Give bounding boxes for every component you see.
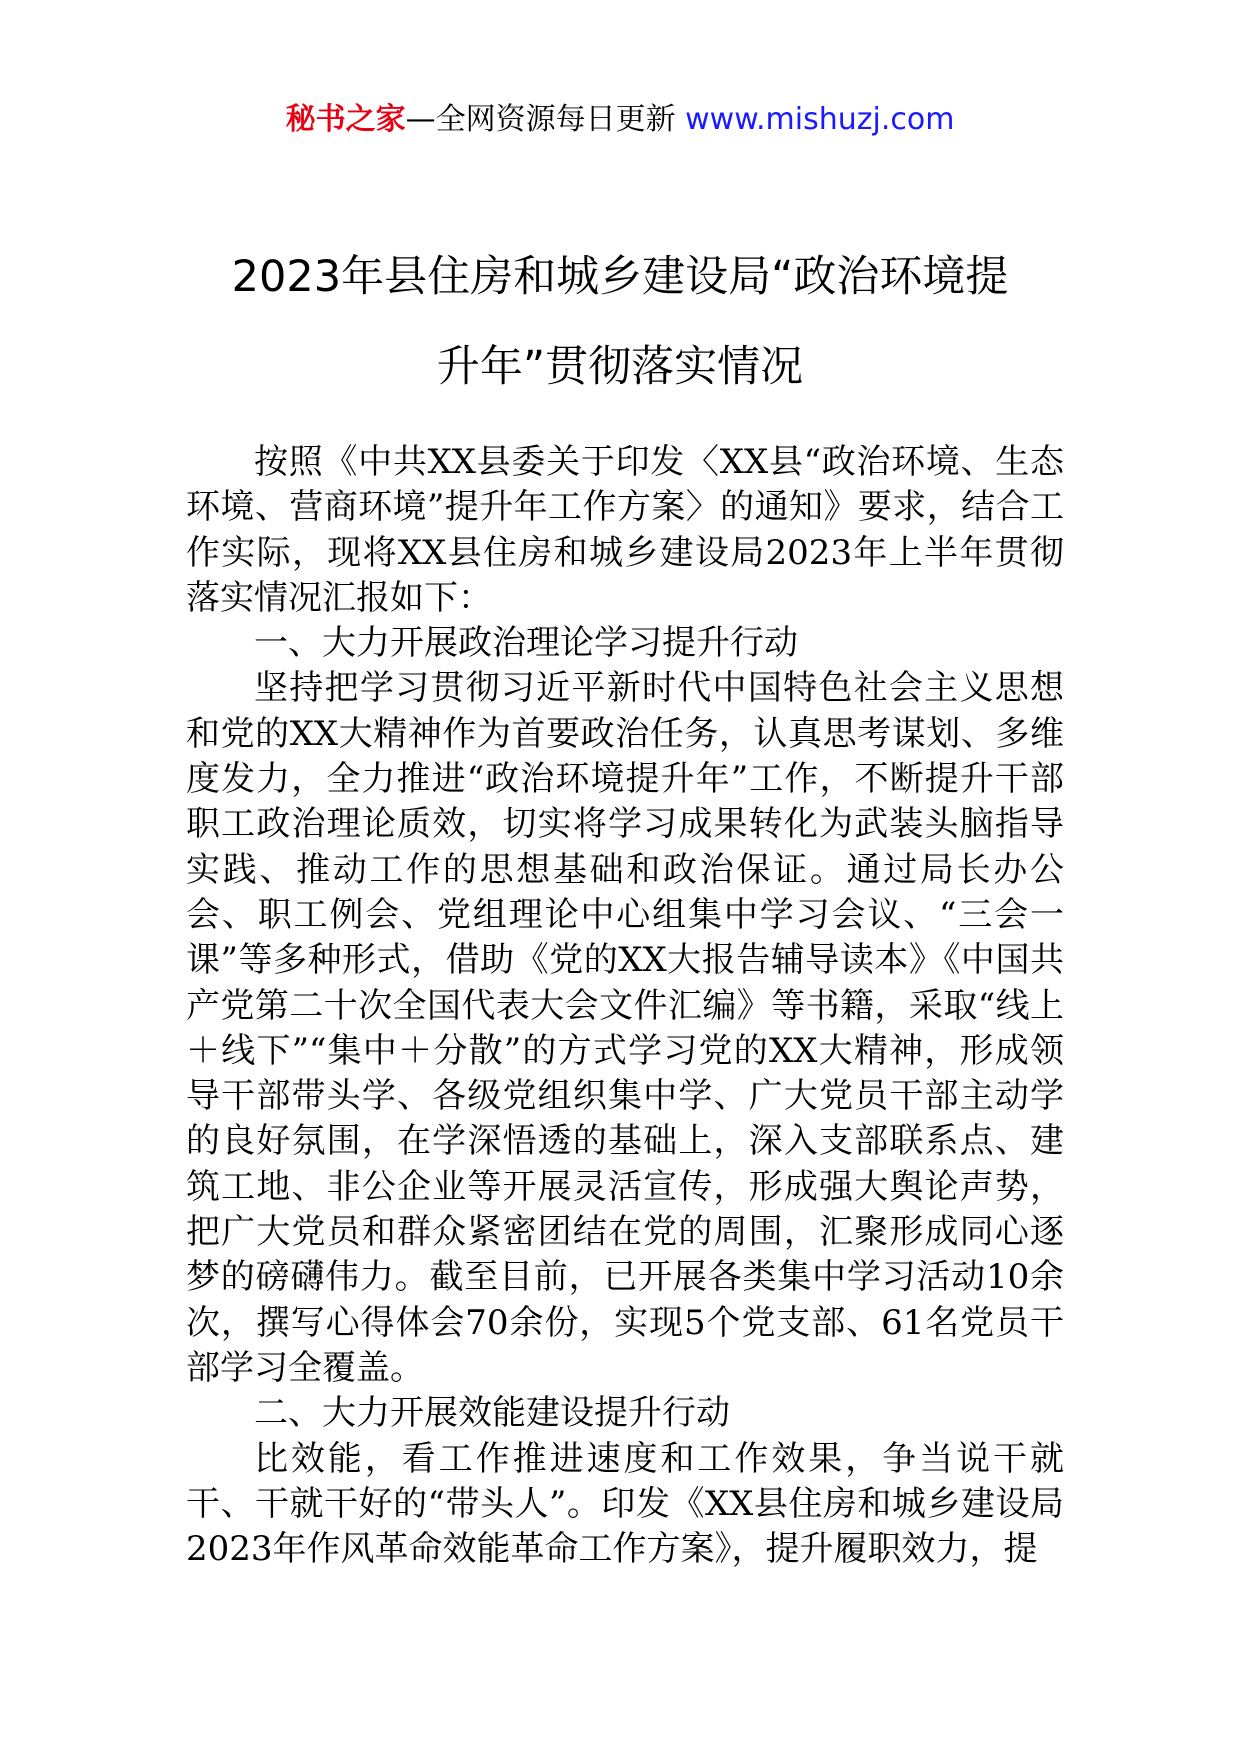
site-slogan: —全网资源每日更新 (405, 102, 676, 137)
site-name: 秘书之家 (285, 102, 406, 137)
document-title-line-2: 升年”贯彻落实情况 (436, 342, 804, 392)
section-2-paragraph: 比效能，看工作推进速度和工作效果，争当说干就干、干就干好的“带头人”。印发《XX县住房和城乡建设局2023年作风革命效能革命工作方案》，提升履职效力，提 (186, 1438, 1064, 1570)
site-url-link[interactable]: www.mishuzj.com (685, 102, 955, 137)
document-body (186, 440, 1064, 1572)
section-1-paragraph: 坚持把学习贯彻习近平新时代中国特色社会主义思想和党的XX大精神作为首要政治任务，认真思考谋划、多维度发力，全力推进“政治环境提升年”工作，不断提升干部职工政治理论质效，切实将学习成果转化为武装头脑指导实践、推动工作的思想基础和政治保证。通过局长办公会、职工例会、党组理论中心组集中学习会议、“三会一课”等多种形式，借助《党的XX大报告辅导读本》《中国共产党第二十次全国代表大会文件汇编》等书籍，采取“线上＋线下”“集中＋分散”的方式学习党的XX大精神，形成领导干部带头学、各级党组织集中学、广大党员干部主动学的良好氛围，在学深悟透的基础上，深入支部联系点、建筑工地、非公企业等开展灵活宣传，形成强大舆论声势，把广大党员和群众紧密团结在党的周围，汇聚形成同心逐梦的磅礴伟力。截至目前，已开展各类集中学习活动10余次，撰写心得体会70余份，实现5个党支部、61名党员干部学习全覆盖。 (186, 668, 1064, 1388)
document-title (160, 232, 1080, 412)
document-title-line-1: 2023年县住房和城乡建设局“政治环境提 (231, 252, 1009, 302)
section-heading-1: 一、大力开展政治理论学习提升行动 (254, 623, 798, 664)
intro-paragraph: 按照《中共XX县委关于印发〈XX县“政治环境、生态环境、营商环境”提升年工作方案〉的通知》要求，结合工作实际，现将XX县住房和城乡建设局2023年上半年贯彻落实情况汇报如下： (186, 442, 1064, 618)
section-heading-2: 二、大力开展效能建设提升行动 (254, 1393, 730, 1434)
site-banner (0, 100, 1240, 140)
